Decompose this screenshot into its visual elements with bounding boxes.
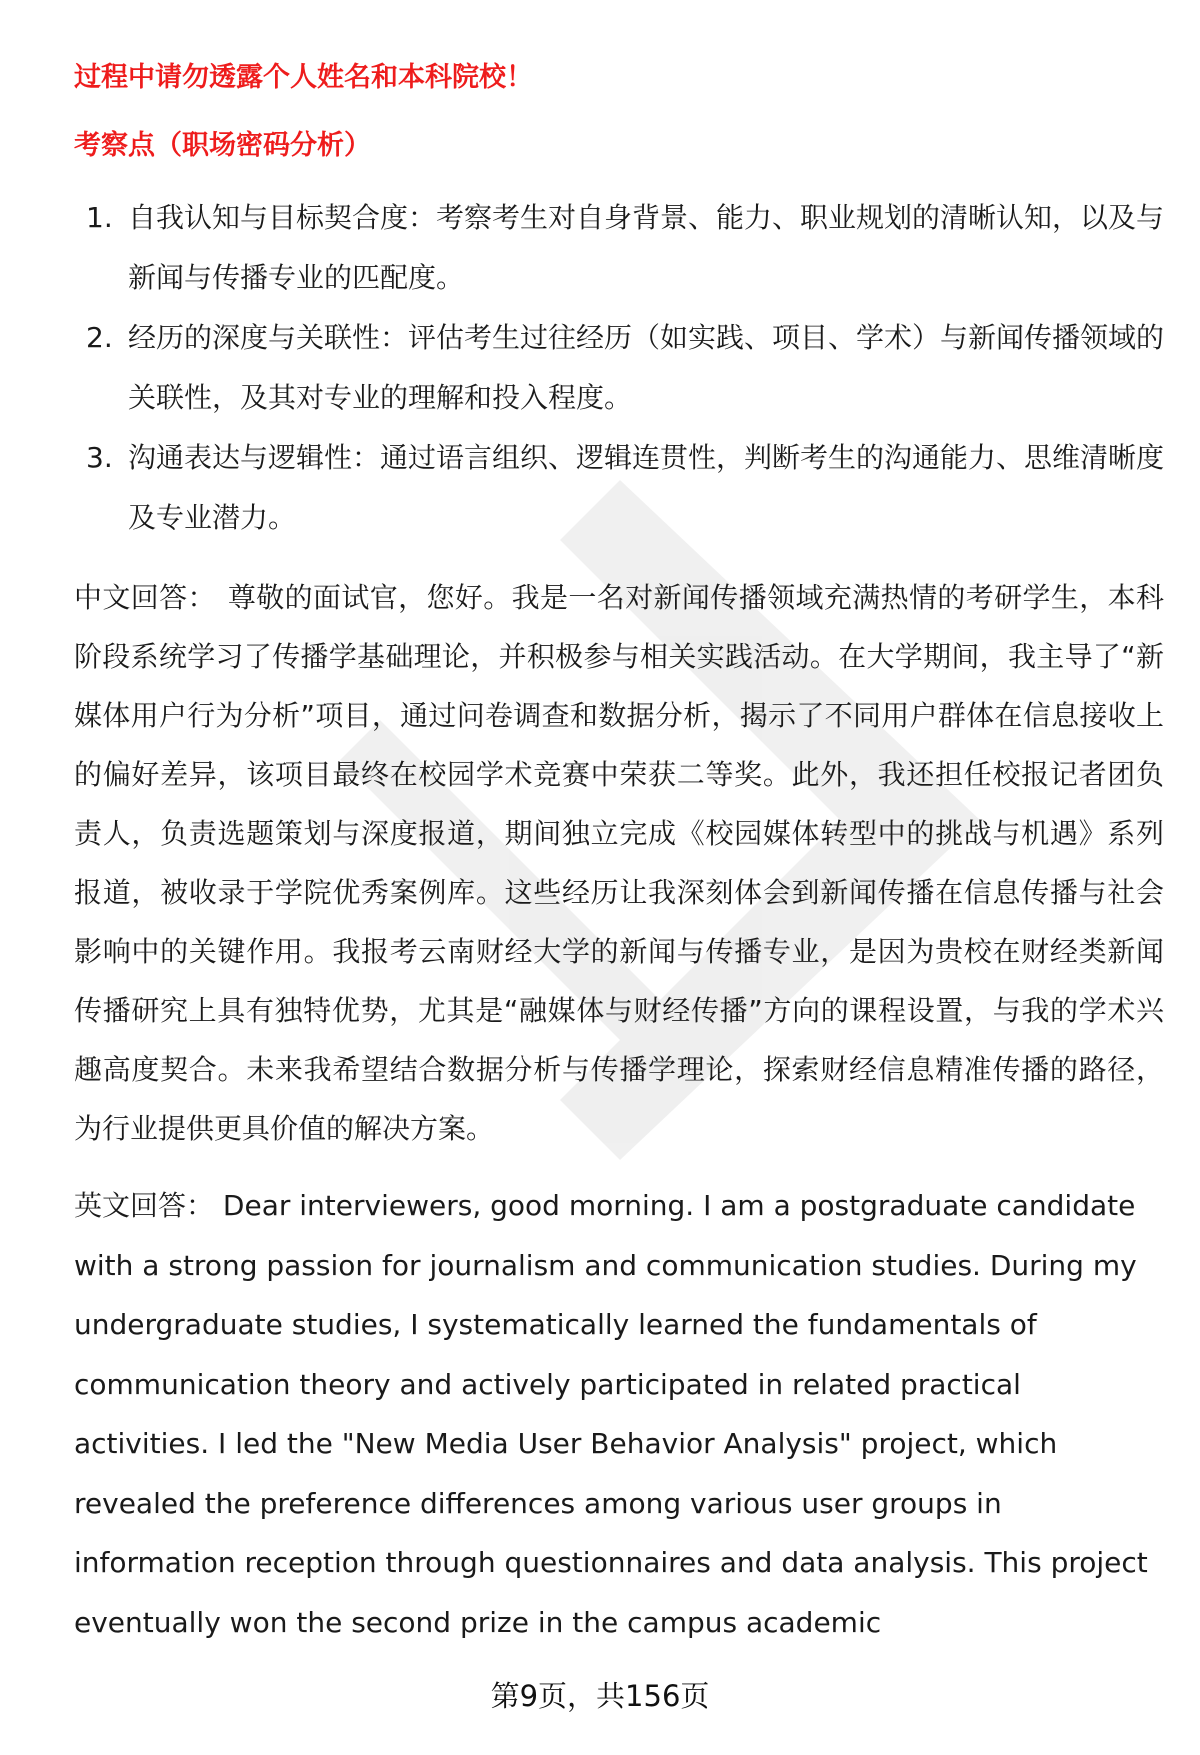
chinese-answer-text: 尊敬的面试官，您好。我是一名对新闻传播领域充满热情的考研学生，本科阶段系统学习了传播学基础理论，并积极参与相关实践活动。在大学期间，我主导了“新媒体用户行为分析”项目，通过问卷调查和数据分析，揭示了不同用户群体在信息接收上的偏好差异，该项目最终在校园学术竞赛中荣获二等奖。此外，我还担任校报记者团负责人，负责选题策划与深度报道，期间独立完成《校园媒体转型中的挑战与机遇》系列报道，被收录于学院优秀案例库。这些经历让我深刻体会到新闻传播在信息传播与社会影响中的关键作用。我报考云南财经大学的新闻与传播专业，是因为贵校在财经类新闻传播研究上具有独特优势，尤其是“融媒体与财经传播”方向的课程设置，与我的学术兴趣高度契合。未来我希望结合数据分析与传播学理论，探索财经信息精准传播的路径，为行业提供更具价值的解决方案。 (74, 581, 1164, 1145)
point-text: 沟通表达与逻辑性：通过语言组织、逻辑连贯性，判断考生的沟通能力、思维清晰度及专业潜力。 (128, 441, 1165, 534)
english-answer (74, 1176, 1164, 1639)
list-item (74, 308, 1164, 428)
page-number: 第9页，共156页 (490, 1679, 710, 1713)
chinese-answer-label: 中文回答： (74, 581, 216, 614)
assessment-points (74, 188, 1164, 548)
point-number: 1. (86, 201, 113, 234)
point-number: 3. (86, 441, 113, 474)
list-item (74, 188, 1164, 308)
section-title: 考察点（职场密码分析） (74, 130, 371, 161)
english-answer-text: Dear interviewers, good morning. I am a postgraduate candidate with a strong passion for journalism and communication studies. During my undergraduate studies, I systematically learned the fundamentals of communication theory and actively participated in related practical activities. I led the "New Media User Behavior Analysis" project, which revealed the preference differences among various user groups in information reception through questionnaires and data analysis. This project eventually won the second prize in the campus academic (74, 1189, 1148, 1639)
list-item (74, 428, 1164, 548)
chinese-answer (74, 568, 1164, 1158)
english-answer-label: 英文回答： (74, 1189, 215, 1222)
point-text: 自我认知与目标契合度：考察考生对自身背景、能力、职业规划的清晰认知，以及与新闻与传播专业的匹配度。 (128, 201, 1165, 294)
point-number: 2. (86, 321, 113, 354)
privacy-warning: 过程中请勿透露个人姓名和本科院校！ (74, 62, 533, 93)
point-text: 经历的深度与关联性：评估考生过往经历（如实践、项目、学术）与新闻传播领域的关联性，及其对专业的理解和投入程度。 (128, 321, 1165, 414)
document-body (74, 58, 1165, 1639)
